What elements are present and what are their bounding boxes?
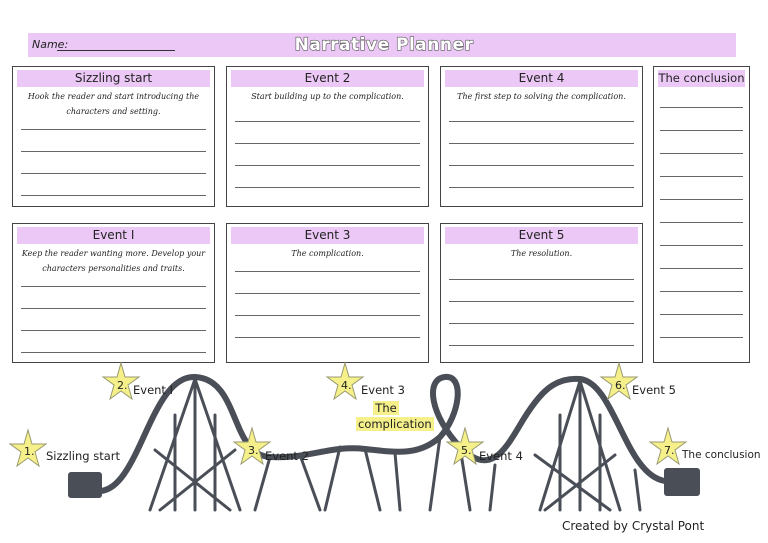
writing-line[interactable] bbox=[21, 308, 206, 309]
writing-line[interactable] bbox=[235, 315, 420, 316]
writing-line[interactable] bbox=[21, 330, 206, 331]
writing-line[interactable] bbox=[660, 291, 743, 292]
stage-label-event-4: Event 4 bbox=[479, 449, 523, 463]
box-description: The resolution. bbox=[510, 249, 573, 258]
stage-label-event-5: Event 5 bbox=[632, 383, 676, 397]
writing-line[interactable] bbox=[21, 195, 206, 196]
writing-line[interactable] bbox=[235, 165, 420, 166]
star-number: 6. bbox=[615, 379, 626, 392]
writing-line[interactable] bbox=[660, 153, 743, 154]
box-description: Keep the reader wanting more. Develop your characters personalities and traits. bbox=[21, 249, 206, 273]
complication-line-2: complication bbox=[358, 417, 432, 431]
star-number: 7. bbox=[664, 444, 675, 457]
coaster-car-start bbox=[68, 472, 102, 498]
writing-line[interactable] bbox=[235, 337, 420, 338]
credit-text: Created by Crystal Pont bbox=[562, 519, 705, 533]
box-event-2 bbox=[226, 66, 429, 207]
writing-line[interactable] bbox=[660, 199, 743, 200]
complication-line-1: The bbox=[375, 401, 397, 415]
star-number: 3. bbox=[248, 444, 259, 457]
writing-line[interactable] bbox=[235, 143, 420, 144]
box-title: Sizzling start bbox=[17, 70, 210, 87]
stage-label-event-1: Event I bbox=[133, 383, 173, 397]
box-title: The conclusion bbox=[658, 71, 745, 85]
stage-label-sizzling-start: Sizzling start bbox=[46, 449, 120, 463]
writing-line[interactable] bbox=[449, 165, 634, 166]
writing-line[interactable] bbox=[449, 143, 634, 144]
roller-coaster-illustration bbox=[0, 355, 768, 515]
box-title: Event 2 bbox=[231, 70, 424, 87]
star-number: 2. bbox=[117, 379, 128, 392]
complication-highlight bbox=[356, 400, 432, 432]
box-event-3 bbox=[226, 223, 429, 363]
star-number: 5. bbox=[461, 444, 472, 457]
writing-line[interactable] bbox=[449, 121, 634, 122]
writing-line[interactable] bbox=[235, 187, 420, 188]
writing-line[interactable] bbox=[235, 121, 420, 122]
stage-label-event-2: Event 2 bbox=[265, 449, 309, 463]
box-event-5 bbox=[440, 223, 643, 363]
coaster-car-end bbox=[664, 468, 700, 496]
writing-line[interactable] bbox=[660, 176, 743, 177]
page-title: Narrative Planner bbox=[294, 35, 474, 55]
box-description: Hook the reader and start introducing the characters and setting. bbox=[27, 92, 200, 116]
writing-line[interactable] bbox=[449, 301, 634, 302]
box-event-4 bbox=[440, 66, 643, 207]
box-title: Event 5 bbox=[445, 227, 638, 244]
writing-line[interactable] bbox=[660, 107, 743, 108]
writing-line[interactable] bbox=[660, 222, 743, 223]
box-title: Event 4 bbox=[445, 70, 638, 87]
writing-line[interactable] bbox=[660, 268, 743, 269]
writing-line[interactable] bbox=[660, 314, 743, 315]
box-title: Event I bbox=[17, 227, 210, 244]
box-sizzling-start bbox=[12, 66, 215, 207]
writing-line[interactable] bbox=[235, 271, 420, 272]
box-conclusion bbox=[653, 66, 750, 363]
box-title: Event 3 bbox=[231, 227, 424, 244]
writing-line[interactable] bbox=[21, 151, 206, 152]
star-number: 4. bbox=[341, 379, 352, 392]
writing-line[interactable] bbox=[660, 337, 743, 338]
writing-line[interactable] bbox=[449, 187, 634, 188]
writing-line[interactable] bbox=[21, 129, 206, 130]
stage-label-event-3: Event 3 bbox=[361, 383, 405, 397]
writing-line[interactable] bbox=[21, 352, 206, 353]
writing-line[interactable] bbox=[449, 345, 634, 346]
box-description: The complication. bbox=[291, 249, 364, 258]
writing-line[interactable] bbox=[21, 286, 206, 287]
box-description: Start building up to the complication. bbox=[251, 92, 404, 101]
writing-line[interactable] bbox=[449, 279, 634, 280]
writing-line[interactable] bbox=[21, 173, 206, 174]
box-description: The first step to solving the complication. bbox=[457, 92, 626, 101]
writing-line[interactable] bbox=[660, 245, 743, 246]
writing-line[interactable] bbox=[449, 323, 634, 324]
writing-line[interactable] bbox=[235, 293, 420, 294]
name-label: Name: bbox=[32, 38, 69, 51]
box-event-1 bbox=[12, 223, 215, 363]
writing-line[interactable] bbox=[660, 130, 743, 131]
star-number: 1. bbox=[24, 445, 35, 458]
stage-label-conclusion: The conclusion bbox=[682, 449, 761, 461]
